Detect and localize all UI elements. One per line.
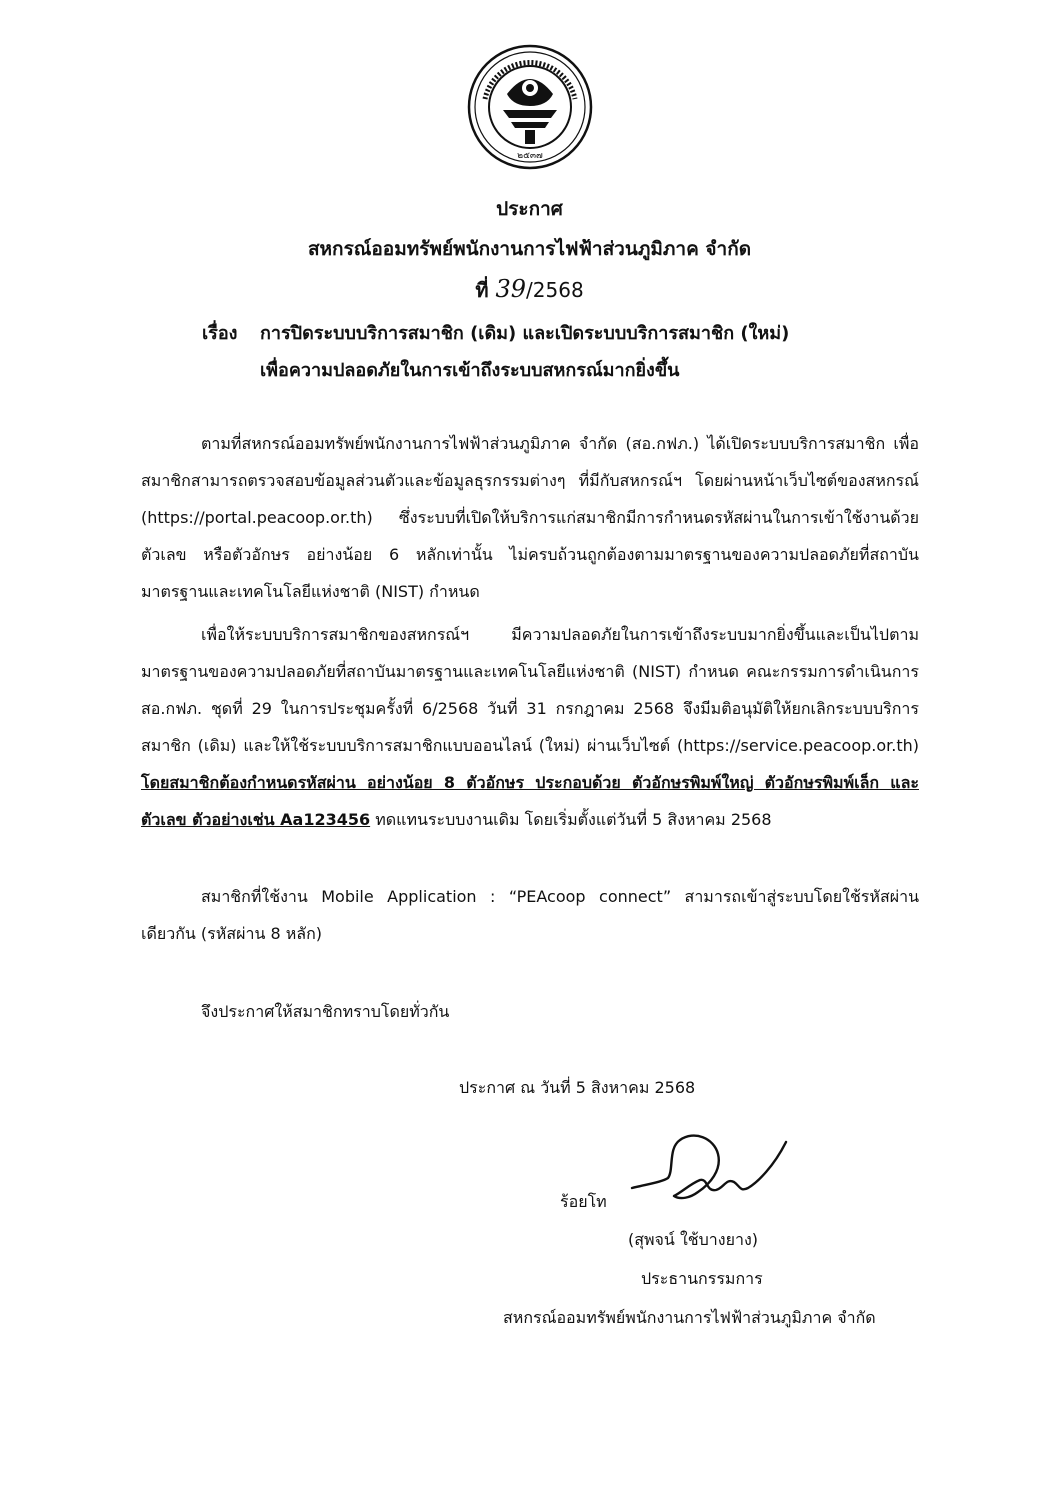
body-paragraph-3: สมาชิกที่ใช้งาน Mobile Application : “PEAcoop connect” สามารถเข้าสู่ระบบโดยใช้รหัสผ่านเดียวกัน (รหัสผ่าน 8 หลัก): [141, 887, 919, 943]
handwritten-signature: [628, 1122, 788, 1212]
number-handwritten: 39: [495, 275, 527, 303]
signatory-name: (สุพจน์ ใช้บางยาง): [628, 1230, 758, 1249]
announcement-title: ประกาศ: [496, 198, 563, 220]
number-prefix: ที่: [475, 278, 489, 302]
paragraph-2-text: เพื่อให้ระบบบริการสมาชิกของสหกรณ์ฯ มีความปลอดภัยในการเข้าถึงระบบมากยิ่งขึ้นและเป็นไปตามมาตรฐานของความปลอดภัยที่สถาบันมาตรฐานและเทคโนโลยีแห่งชาติ (NIST) กำหนด คณะกรรมการดำเนินการ สอ.กฟภ. ชุดที่ 29 ในการประชุมครั้งที่ 6/2568 วันที่ 31 กรกฎาคม 2568 จึงมีมติอนุมัติให้ยกเลิกระบบบริการสมาชิก (เดิม) และให้ใช้ระบบบริการสมาชิกแบบออนไลน์ (ใหม่) ผ่านเว็บไซต์ (https://service.peacoop.or.th): [141, 625, 919, 755]
password-requirement-emphasis: โดยสมาชิกต้องกำหนดรหัสผ่าน อย่างน้อย 8 ตัวอักษร ประกอบด้วย ตัวอักษรพิมพ์ใหญ่ ตัวอักษรพิมพ์เล็ก และตัวเลข ตัวอย่างเช่น Aa123456: [141, 773, 919, 829]
signatory-organization: สหกรณ์ออมทรัพย์พนักงานการไฟฟ้าส่วนภูมิภาค จำกัด: [503, 1308, 876, 1327]
announcement-number: [0, 274, 1059, 306]
subject-line-2: เพื่อความปลอดภัยในการเข้าถึงระบบสหกรณ์มากยิ่งขึ้น: [260, 360, 680, 381]
signatory-title: ประธานกรรมการ: [641, 1269, 763, 1288]
paragraph-2-tail: ทดแทนระบบงานเดิม โดยเริ่มตั้งแต่วันที่ 5 สิงหาคม 2568: [370, 810, 772, 829]
cooperative-seal-logo: [467, 44, 593, 170]
body-paragraph-1: ตามที่สหกรณ์ออมทรัพย์พนักงานการไฟฟ้าส่วนภูมิภาค จำกัด (สอ.กฟภ.) ได้เปิดระบบบริการสมาชิก เพื่อสมาชิกสามารถตรวจสอบข้อมูลส่วนตัวและข้อมูลธุรกรรมต่างๆ ที่มีกับสหกรณ์ฯ โดยผ่านหน้าเว็บไซต์ของสหกรณ์ (https://portal.peacoop.or.th) ซึ่งระบบที่เปิดให้บริการแก่สมาชิกมีการกำหนดรหัสผ่านในการเข้าใช้งานด้วย ตัวเลข หรือตัวอักษร อย่างน้อย 6 หลักเท่านั้น ไม่ครบถ้วนถูกต้องตามมาตรฐานของความปลอดภัยที่สถาบันมาตรฐานและเทคโนโลยีแห่งชาติ (NIST) กำหนด: [141, 434, 919, 601]
number-year: /2568: [526, 278, 584, 302]
body-paragraph-2: [141, 616, 919, 838]
organization-name: สหกรณ์ออมทรัพย์พนักงานการไฟฟ้าส่วนภูมิภาค จำกัด: [307, 238, 752, 260]
subject-label: เรื่อง: [202, 323, 238, 344]
announcement-date: ประกาศ ณ วันที่ 5 สิงหาคม 2568: [459, 1078, 696, 1097]
seal-year-text: ๒๕๓๗: [517, 151, 543, 161]
signatory-rank: ร้อยโท: [560, 1192, 607, 1211]
subject-line-1: การปิดระบบบริการสมาชิก (เดิม) และเปิดระบบบริการสมาชิก (ใหม่): [260, 323, 790, 344]
closing-statement: จึงประกาศให้สมาชิกทราบโดยทั่วกัน: [201, 1002, 450, 1021]
